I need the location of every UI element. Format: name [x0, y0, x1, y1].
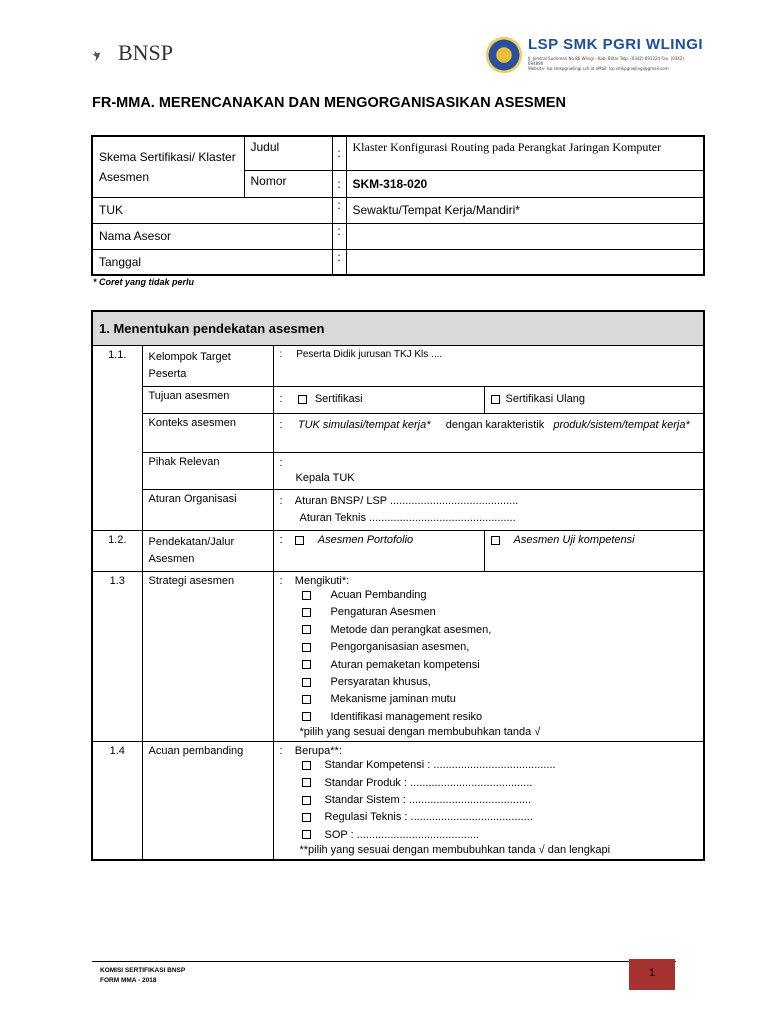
document-title: FR-MMA. MERENCANAKAN DAN MENGORGANISASIKAN ASESMEN: [92, 95, 566, 111]
aturan-label: Aturan Organisasi: [142, 490, 273, 531]
tanggal-label: Tanggal: [92, 249, 332, 275]
strike-note: * Coret yang tidak perlu: [93, 277, 195, 287]
checkbox-icon[interactable]: [302, 608, 311, 617]
checkbox-icon[interactable]: [302, 678, 311, 687]
checkbox-icon[interactable]: [302, 712, 311, 721]
acuan-item[interactable]: [280, 792, 698, 809]
colon: :: [332, 249, 346, 275]
colon: :: [279, 393, 283, 405]
strategi-item-label: Pengaturan Asesmen: [330, 606, 436, 619]
aturan-teknis: Aturan Teknis ................................................: [299, 512, 516, 524]
strategi-item-label: Acuan Pembanding: [330, 589, 427, 601]
strategi-item-label: Identifikasi management resiko: [330, 710, 483, 723]
tuk-value: Sewaktu/Tempat Kerja/Mandiri*: [346, 197, 704, 223]
bnsp-logo-text: BNSP: [118, 40, 174, 65]
konteks-karakteristik: dengan karakteristik: [445, 419, 545, 431]
asesor-label: Nama Asesor: [92, 223, 332, 249]
row-number: 1.4: [92, 742, 142, 861]
identity-table: [91, 135, 705, 276]
acuan-label: Acuan pembanding: [142, 742, 273, 861]
checkbox-icon[interactable]: [302, 813, 311, 822]
section1-table: [91, 310, 705, 861]
strategi-intro: Mengikuti*:: [294, 575, 350, 587]
strategi-item[interactable]: [280, 691, 698, 708]
skema-label: Skema Sertifikasi/ Klaster Asesmen: [92, 136, 244, 197]
pendekatan-label: Pendekatan/Jalur Asesmen: [142, 531, 273, 572]
pihak-label: Pihak Relevan: [142, 453, 273, 490]
acuan-item-label: Regulasi Teknis : ........................................: [324, 811, 533, 824]
acuan-item-label: Standar Sistem : ........................................: [324, 794, 532, 807]
checkbox-icon[interactable]: [298, 395, 307, 404]
checkbox-icon[interactable]: [302, 761, 311, 770]
tuk-label: TUK: [92, 197, 332, 223]
pihak-text: Kepala TUK: [295, 472, 355, 484]
acuan-note: **pilih yang sesuai dengan membubuhkan tanda √ dan lengkapi: [299, 844, 611, 857]
checkbox-icon[interactable]: [302, 643, 311, 652]
uji-kompetensi-label: Asesmen Uji kompetensi: [513, 534, 635, 546]
acuan-item[interactable]: [280, 757, 698, 774]
acuan-list: [280, 757, 698, 844]
strategi-item[interactable]: [280, 674, 698, 691]
lsp-title: LSP SMK PGRI WLINGI: [528, 36, 704, 53]
checkbox-icon[interactable]: [302, 591, 311, 600]
row-number: 1.3: [92, 572, 142, 742]
judul-value: Klaster Konfigurasi Routing pada Perangkat Jaringan Komputer: [346, 136, 704, 170]
kelompok-text: Peserta Didik jurusan TKJ Kls ....: [296, 349, 443, 360]
acuan-item[interactable]: [280, 827, 698, 844]
checkbox-icon[interactable]: [302, 796, 311, 805]
pendekatan-option-uji[interactable]: [484, 531, 704, 572]
lsp-address: [528, 56, 698, 71]
kelompok-value: [273, 346, 704, 387]
colon: :: [279, 534, 283, 546]
acuan-value: [273, 742, 704, 861]
checkbox-icon[interactable]: [491, 395, 500, 404]
strategi-item[interactable]: [280, 709, 698, 726]
lsp-address-line: Jl. Jendral Sudirman No.86 Wlingi - Kab. Blitar Telp. (0342) 691224 Fax. (0342) 694890: [528, 56, 684, 66]
tanggal-value[interactable]: [346, 249, 704, 275]
acuan-intro: Berupa**:: [294, 745, 342, 758]
strategi-label: Strategi asesmen: [142, 572, 273, 742]
strategi-item[interactable]: [280, 657, 698, 674]
strategi-note: *pilih yang sesuai dengan membubuhkan tanda √: [299, 726, 541, 739]
lsp-contact-line: Website: lsp.smkpgriwlingi.sch.id eMail: lsp.smkpgriwlingi@gmail.com: [528, 66, 669, 71]
footer-text: [100, 966, 185, 986]
colon: :: [279, 419, 283, 431]
footer-line2: FORM MMA - 2018: [100, 977, 157, 984]
strategi-value: [273, 572, 704, 742]
checkbox-icon[interactable]: [302, 778, 311, 787]
nomor-label: Nomor: [244, 170, 332, 197]
strategi-item[interactable]: [280, 587, 698, 604]
portofolio-label: Asesmen Portofolio: [317, 534, 414, 546]
strategi-item-label: Aturan pemaketan kompetensi: [330, 658, 480, 671]
checkbox-icon[interactable]: [302, 830, 311, 839]
strategi-item[interactable]: [280, 639, 698, 656]
footer-divider: [92, 961, 676, 962]
konteks-label: Konteks asesmen: [142, 414, 273, 453]
colon: :: [279, 745, 283, 758]
strategi-item-label: Pengorganisasian asesmen,: [330, 641, 470, 654]
checkbox-icon[interactable]: [295, 536, 304, 545]
tujuan-opt2-label: Sertifikasi Ulang: [505, 393, 585, 405]
asesor-value[interactable]: [346, 223, 704, 249]
section1-title: 1. Menentukan pendekatan asesmen: [92, 311, 704, 346]
strategi-item-label: Persyaratan khusus,: [330, 676, 431, 689]
tujuan-option-sertifikasi[interactable]: [273, 387, 484, 414]
aturan-bnsp: Aturan BNSP/ LSP ..........................................: [294, 495, 519, 507]
acuan-item-label: Standar Kompetensi : ........................................: [324, 759, 556, 772]
aturan-value: [273, 490, 704, 531]
pendekatan-option-portofolio[interactable]: [273, 531, 484, 572]
strategi-list: [280, 587, 698, 726]
pihak-value: [273, 453, 704, 490]
colon: :: [332, 136, 346, 170]
page-number: 1: [629, 959, 675, 990]
kelompok-label: Kelompok Target Peserta: [142, 346, 273, 387]
checkbox-icon[interactable]: [302, 625, 311, 634]
colon: :: [279, 349, 283, 360]
judul-label: Judul: [244, 136, 332, 170]
strategi-item[interactable]: [280, 622, 698, 639]
tujuan-option-ulang[interactable]: [484, 387, 704, 414]
strategi-item-label: Metode dan perangkat asesmen,: [330, 623, 492, 636]
strategi-item[interactable]: [280, 604, 698, 621]
footer-line1: KOMISI SERTIFIKASI BNSP: [100, 967, 186, 974]
konteks-value: [273, 414, 704, 453]
colon: :: [279, 495, 283, 507]
colon: :: [279, 575, 283, 587]
colon: :: [332, 170, 346, 197]
row-number: 1.1.: [92, 346, 142, 531]
strategi-item-label: Mekanisme jaminan mutu: [330, 693, 456, 706]
acuan-item[interactable]: [280, 809, 698, 826]
tujuan-label: Tujuan asesmen: [142, 387, 273, 414]
konteks-tuk: TUK simulasi/tempat kerja*: [297, 419, 431, 431]
acuan-item-label: Standar Produk : ........................................: [324, 776, 533, 789]
row-number: 1.2.: [92, 531, 142, 572]
checkbox-icon[interactable]: [302, 695, 311, 704]
colon: :: [332, 223, 346, 249]
colon: :: [279, 457, 283, 469]
tujuan-opt1-label: Sertifikasi: [314, 393, 363, 405]
konteks-produk: produk/sistem/tempat kerja*: [553, 419, 690, 431]
colon: :: [332, 197, 346, 223]
nomor-value: SKM-318-020: [346, 170, 704, 197]
acuan-item-label: SOP : ........................................: [324, 828, 479, 841]
lsp-seal-icon: [486, 37, 522, 73]
checkbox-icon[interactable]: [491, 536, 500, 545]
checkbox-icon[interactable]: [302, 660, 311, 669]
acuan-item[interactable]: [280, 775, 698, 792]
